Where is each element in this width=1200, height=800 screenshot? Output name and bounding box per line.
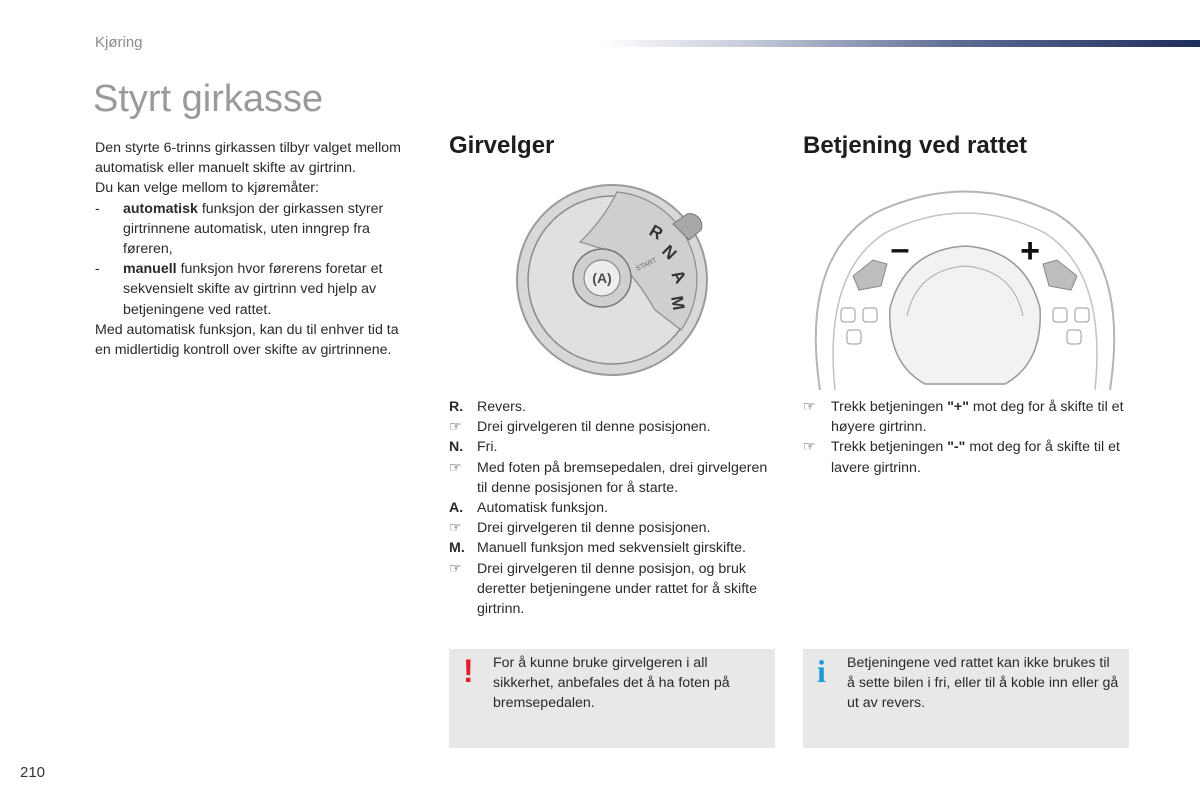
girvelger-title: Girvelger [449, 132, 555, 159]
list-item: ☞ Med foten på bremsepedalen, drei girvelgeren til denne posisjonen for å starte. [449, 459, 768, 496]
section-header: Kjøring [95, 34, 143, 51]
warning-note [449, 649, 775, 748]
start-label: START [634, 257, 659, 273]
steering-wheel-illustration [805, 188, 1125, 390]
minus-label: – [890, 230, 910, 268]
page-title: Styrt girkasse [93, 78, 324, 120]
gear-letter-m: M [667, 294, 689, 312]
gear-letter-n: N [658, 241, 681, 264]
page-number: 210 [20, 764, 46, 781]
header-accent-bar [600, 40, 1200, 47]
info-icon: i [817, 653, 826, 689]
intro-paragraph: Den styrte 6-trinns girkassen tilbyr valget mellom automatisk eller manuelt skifte av girtrinn. [95, 140, 401, 177]
gear-positions-list [449, 397, 779, 619]
list-item: ☞ Drei girvelgeren til denne posisjonen. [449, 419, 711, 436]
betjening-title: Betjening ved rattet [803, 132, 1028, 159]
list-item: R. Revers. [449, 399, 526, 415]
paddle-instructions-list [803, 397, 1133, 478]
intro-paragraph: Du kan velge mellom to kjøremåter: [95, 180, 319, 197]
intro-bullet: - manuell funksjon hvor førerens foretar et sekvensielt skifte av girtrinn ved hjelp av betjeningene ved rattet. [95, 261, 383, 318]
list-item: ☞ Trekk betjeningen "+" mot deg for å skifte til et høyere girtrinn. [803, 399, 1124, 436]
plus-label: + [1020, 232, 1040, 270]
info-text: Betjeningene ved rattet kan ikke brukes til å sette bilen i fri, eller til å koble inn eller gå ut av revers. [847, 655, 1119, 712]
svg-text:(A): (A) [592, 270, 612, 286]
list-item: A. Automatisk funksjon. [449, 500, 608, 517]
intro-text [95, 138, 415, 360]
gear-letter-r: R [646, 221, 667, 244]
list-item: ☞ Drei girvelgeren til denne posisjonen. [449, 520, 711, 537]
warning-icon: ! [463, 653, 474, 689]
intro-paragraph: Med automatisk funksjon, kan du til enhver tid ta en midlertidig kontroll over skifte av girtrinnene. [95, 321, 399, 359]
warning-text: For å kunne bruke girvelgeren i all sikkerhet, anbefales det å ha foten på bremsepedalen. [493, 655, 730, 712]
gear-selector-illustration [505, 180, 720, 380]
list-item: ☞ Trekk betjeningen "-" mot deg for å skifte til et lavere girtrinn. [803, 439, 1120, 476]
gear-letter-a: A [667, 266, 691, 287]
intro-bullet: - automatisk funksjon der girkassen styrer girtrinnene automatisk, uten inngrep fra føreren, [95, 200, 384, 258]
info-note [803, 649, 1129, 748]
list-item: ☞ Drei girvelgeren til denne posisjon, og bruk deretter betjeningene under rattet for å skifte girtrinn. [449, 560, 757, 618]
list-item: N. Fri. [449, 439, 498, 456]
list-item: M. Manuell funksjon med sekvensielt girskifte. [449, 540, 746, 557]
